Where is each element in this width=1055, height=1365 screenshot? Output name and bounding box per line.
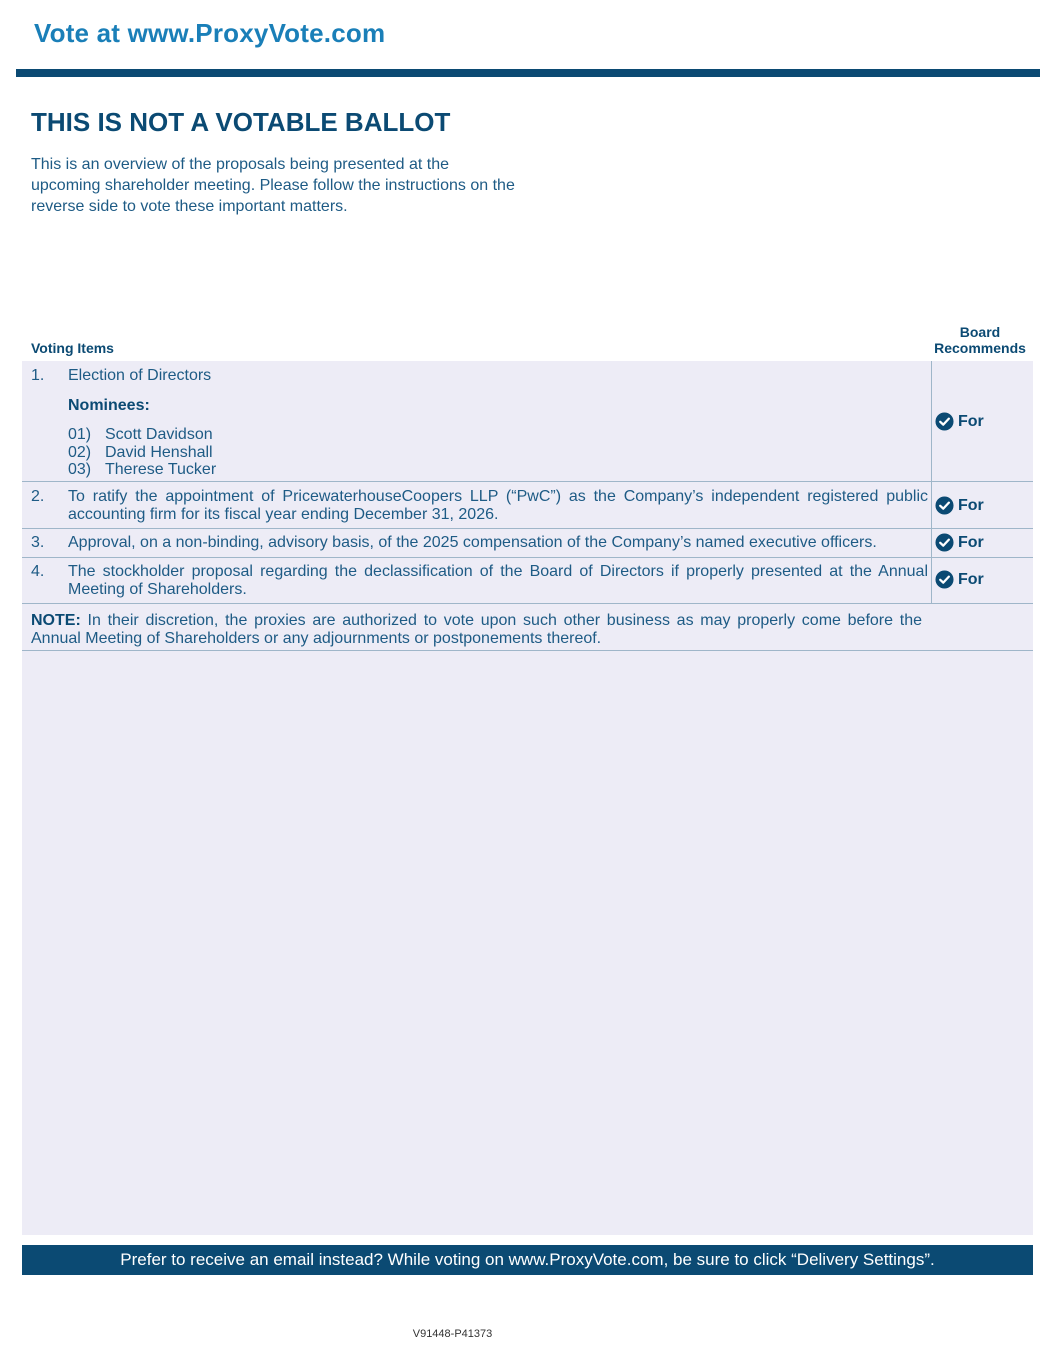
recommendation-label: For xyxy=(958,533,984,551)
note-text xyxy=(31,612,922,648)
note-row xyxy=(22,604,1033,651)
recommendation-label: For xyxy=(958,496,984,514)
item-text: To ratify the appointment of PricewaterhouseCoopers LLP (“PwC”) as the Company’s independent registered public accounting firm for its fiscal year ending December 31, 2026. xyxy=(68,488,928,523)
check-circle-icon xyxy=(935,412,954,431)
nominee-name: Therese Tucker xyxy=(105,461,217,478)
voting-item-4 xyxy=(22,558,1033,604)
item-number: 3. xyxy=(31,534,45,551)
check-circle-icon xyxy=(935,533,954,552)
item-text: Approval, on a non-binding, advisory basis, of the 2025 compensation of the Company’s named executive officers. xyxy=(68,534,877,551)
recommendation-label: For xyxy=(958,570,984,588)
check-circle-icon xyxy=(935,496,954,515)
nominee-number: 03) xyxy=(68,461,92,478)
recommendation-for xyxy=(935,533,984,552)
nominee-number: 02) xyxy=(68,444,92,461)
nominee-name: Scott Davidson xyxy=(105,426,213,443)
delivery-settings-banner: Prefer to receive an email instead? While voting on www.ProxyVote.com, be sure to click “Delivery Settings”. xyxy=(22,1245,1033,1275)
header-rule xyxy=(16,69,1040,77)
nominee-1 xyxy=(68,426,213,444)
note-body: In their discretion, the proxies are authorized to vote upon such other business as may properly come before the Annual Meeting of Shareholders or any adjournments or postponements thereof. xyxy=(31,612,922,647)
voting-item-1 xyxy=(22,361,1033,482)
board-recommendation-cell xyxy=(931,361,932,481)
item-text: Election of Directors xyxy=(68,367,212,384)
nominee-2 xyxy=(68,444,213,462)
item-number: 2. xyxy=(31,488,45,505)
recommendation-for xyxy=(935,570,984,589)
notice-heading: THIS IS NOT A VOTABLE BALLOT xyxy=(31,107,451,137)
header-title[interactable]: Vote at www.ProxyVote.com xyxy=(34,18,386,48)
voting-item-3 xyxy=(22,529,1033,558)
item-number: 4. xyxy=(31,563,45,580)
recommendation-for xyxy=(935,496,984,515)
column-header-board-line1: Board xyxy=(959,324,1001,340)
recommendation-for xyxy=(935,412,984,431)
note-label: NOTE: xyxy=(31,612,81,629)
recommendation-label: For xyxy=(958,412,984,430)
column-header-board-line2: Recommends xyxy=(934,340,1026,356)
board-recommendation-cell xyxy=(931,529,932,557)
board-recommendation-cell xyxy=(931,558,932,603)
column-header-voting-items: Voting Items xyxy=(31,340,114,356)
notice-body: This is an overview of the proposals being presented at the upcoming shareholder meeting. Please follow the instructions on the reverse side to vote these important matters. xyxy=(31,156,515,215)
check-circle-icon xyxy=(935,570,954,589)
nominee-3 xyxy=(68,461,216,479)
item-number: 1. xyxy=(31,367,45,384)
item-text: The stockholder proposal regarding the declassification of the Board of Directors if properly presented at the Annual Meeting of Shareholders. xyxy=(68,563,928,598)
board-recommendation-cell xyxy=(931,482,932,528)
voting-item-2 xyxy=(22,482,1033,529)
nominees-label: Nominees: xyxy=(68,397,150,414)
document-code: V91448-P41373 xyxy=(412,1328,493,1340)
column-header-board-recommends xyxy=(927,324,1033,356)
nominee-name: David Henshall xyxy=(105,444,213,461)
nominee-number: 01) xyxy=(68,426,92,443)
ballot-panel xyxy=(22,361,1033,1235)
